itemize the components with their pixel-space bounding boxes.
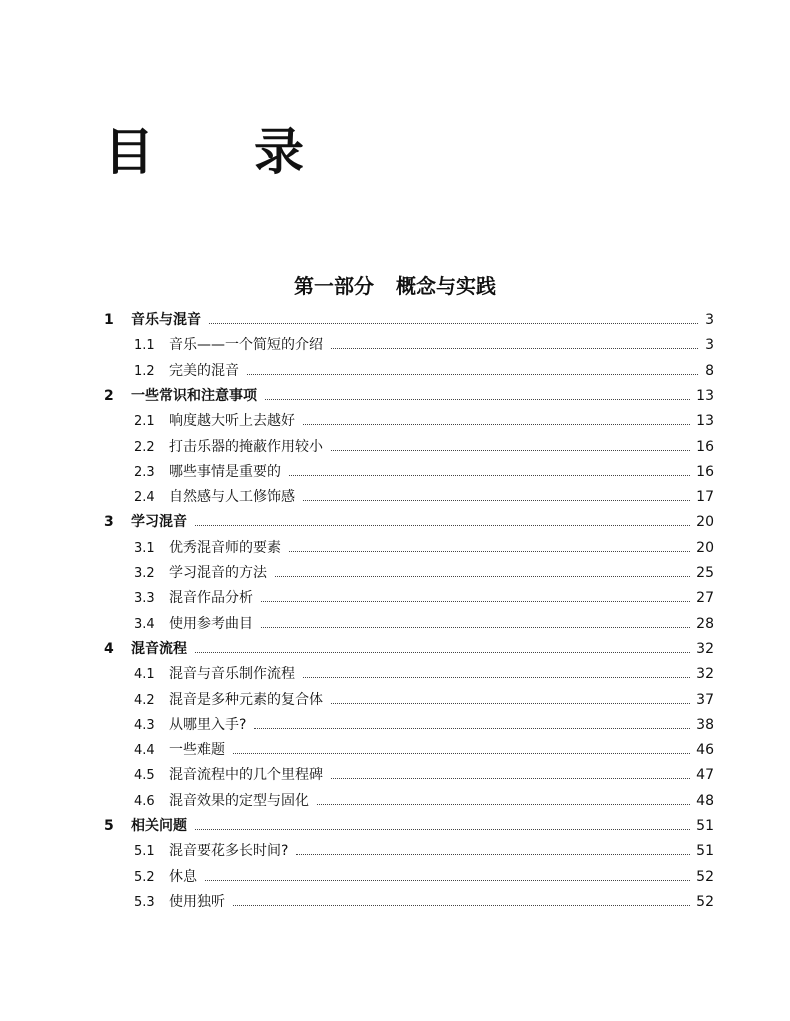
toc-section-row[interactable] <box>0 561 790 586</box>
toc-leader-dots <box>247 374 698 375</box>
toc-entry-title: 混音流程 <box>131 640 187 657</box>
toc-section-row[interactable] <box>0 662 790 687</box>
toc-entry-number: 4.3 <box>134 717 155 733</box>
toc-section-row[interactable] <box>0 333 790 358</box>
toc-chapter-row[interactable] <box>0 510 790 535</box>
toc-page-number: 25 <box>696 565 714 581</box>
toc-entry-number: 4.6 <box>134 793 155 809</box>
toc-page-number: 3 <box>705 337 714 354</box>
toc-entry-title: 混音作品分析 <box>169 590 253 607</box>
page-title-char-1: 目 <box>104 123 154 181</box>
toc-page-number: 52 <box>696 893 714 910</box>
toc-leader-dots <box>233 905 690 906</box>
toc-section-row[interactable] <box>0 713 790 738</box>
toc-entry-number: 2.3 <box>134 464 155 480</box>
toc-section-row[interactable] <box>0 839 790 864</box>
page-title <box>104 122 310 182</box>
toc-leader-dots <box>303 424 690 425</box>
toc-section-row[interactable] <box>0 586 790 611</box>
toc-entry-number: 4.4 <box>134 743 155 759</box>
toc-entry-number: 2 <box>104 387 114 404</box>
toc-entry-title: 一些难题 <box>169 742 225 759</box>
toc-page-number: 20 <box>696 514 714 531</box>
toc-section-row[interactable] <box>0 688 790 713</box>
toc-entry-title: 相关问题 <box>131 818 187 834</box>
toc-entry-number: 1 <box>104 312 114 328</box>
toc-entry-number: 5 <box>104 818 114 834</box>
toc-page-number: 20 <box>696 539 714 556</box>
toc-section-row[interactable] <box>0 435 790 460</box>
toc-page-number: 46 <box>696 742 714 759</box>
toc-entry-title: 学习混音 <box>131 514 187 531</box>
toc-leader-dots <box>261 601 690 602</box>
toc-page-number: 13 <box>696 387 714 404</box>
toc-entry-number: 3.4 <box>134 616 155 632</box>
toc-entry-number: 5.3 <box>134 894 155 910</box>
toc-entry-number: 5.2 <box>134 869 155 885</box>
toc-entry-number: 3.2 <box>134 566 155 581</box>
toc-entry-title: 使用独听 <box>169 893 225 910</box>
toc-page-number: 32 <box>696 640 714 657</box>
toc-section-row[interactable] <box>0 460 790 485</box>
toc-entry-title: 从哪里入手? <box>169 716 247 733</box>
toc-chapter-row[interactable] <box>0 637 790 662</box>
toc-entry-title: 休息 <box>169 868 197 885</box>
toc-section-row[interactable] <box>0 359 790 384</box>
toc-entry-title: 哪些事情是重要的 <box>169 463 281 480</box>
toc-entry-title: 响度越大听上去越好 <box>169 413 295 430</box>
toc-leader-dots <box>331 778 690 779</box>
toc-page-number: 13 <box>696 413 714 430</box>
toc-entry-number: 5.1 <box>134 844 155 860</box>
toc-page-number: 37 <box>696 691 714 708</box>
toc-entry-number: 4.1 <box>134 667 155 683</box>
toc-page-number: 28 <box>696 615 714 632</box>
toc-leader-dots <box>275 576 690 577</box>
toc-page-number: 51 <box>696 843 714 860</box>
page-title-char-2: 录 <box>254 123 304 181</box>
toc-leader-dots <box>195 525 690 526</box>
toc-page-number: 38 <box>696 716 714 733</box>
toc-entry-number: 4.5 <box>134 768 155 784</box>
toc-leader-dots <box>289 551 690 552</box>
toc-entry-title: 自然感与人工修饰感 <box>169 489 295 506</box>
toc-section-row[interactable] <box>0 536 790 561</box>
part-heading <box>0 272 790 300</box>
toc-leader-dots <box>296 854 690 855</box>
toc-entry-title: 完美的混音 <box>169 362 239 379</box>
toc-section-row[interactable] <box>0 865 790 890</box>
toc-entry-number: 1.2 <box>134 363 155 379</box>
toc-section-row[interactable] <box>0 409 790 434</box>
toc-entry-number: 3.1 <box>134 540 155 556</box>
toc-chapter-row[interactable] <box>0 814 790 839</box>
toc-leader-dots <box>254 728 690 729</box>
toc-entry-title: 混音是多种元素的复合体 <box>169 691 323 708</box>
toc-section-row[interactable] <box>0 612 790 637</box>
toc-entry-number: 4 <box>104 640 114 657</box>
toc-page-number: 3 <box>705 312 714 328</box>
toc-leader-dots <box>261 627 690 628</box>
toc-leader-dots <box>233 753 690 754</box>
toc-section-row[interactable] <box>0 890 790 915</box>
toc-leader-dots <box>289 475 690 476</box>
toc-section-row[interactable] <box>0 789 790 814</box>
toc-leader-dots <box>331 450 690 451</box>
toc-page-number: 8 <box>705 362 714 379</box>
toc-leader-dots <box>205 880 690 881</box>
toc-entry-title: 音乐与混音 <box>131 312 201 328</box>
toc-leader-dots <box>317 804 690 805</box>
toc-entry-number: 3.3 <box>134 591 155 607</box>
toc-page-number: 17 <box>696 489 714 506</box>
toc-entry-title: 一些常识和注意事项 <box>131 387 257 404</box>
toc-leader-dots <box>331 348 698 349</box>
toc-chapter-row[interactable] <box>0 384 790 409</box>
toc-page-number: 52 <box>696 868 714 885</box>
toc-leader-dots <box>265 399 690 400</box>
toc-leader-dots <box>303 677 690 678</box>
toc-page-number: 47 <box>696 767 714 784</box>
toc-entry-title: 音乐——一个简短的介绍 <box>169 337 323 354</box>
toc-page-number: 51 <box>696 818 714 834</box>
toc-page-number: 48 <box>696 792 714 809</box>
toc-leader-dots <box>209 323 698 324</box>
toc-page-number: 16 <box>696 463 714 480</box>
toc-entry-title: 混音与音乐制作流程 <box>169 666 295 683</box>
toc-entry-number: 2.4 <box>134 490 155 506</box>
toc-page-number: 27 <box>696 590 714 607</box>
toc-entry-title: 混音要花多长时间? <box>169 843 289 860</box>
toc-entry-title: 优秀混音师的要素 <box>169 539 281 556</box>
toc-section-row[interactable] <box>0 763 790 788</box>
toc-entry-number: 3 <box>104 514 114 531</box>
toc-entry-number: 4.2 <box>134 692 155 708</box>
toc-leader-dots <box>303 500 690 501</box>
toc-page-number: 32 <box>696 666 714 683</box>
toc-page-number: 16 <box>696 438 714 455</box>
toc-entry-number: 1.1 <box>134 338 155 354</box>
toc-leader-dots <box>195 652 690 653</box>
toc-section-row[interactable] <box>0 738 790 763</box>
toc-section-row[interactable] <box>0 485 790 510</box>
toc-entry-title: 混音效果的定型与固化 <box>169 792 309 809</box>
toc-entry-number: 2.1 <box>134 414 155 430</box>
toc-entry-title: 使用参考曲目 <box>169 615 253 632</box>
toc-entry-title: 打击乐器的掩蔽作用较小 <box>169 438 323 455</box>
toc-entry-title: 学习混音的方法 <box>169 565 267 581</box>
toc-entry-title: 混音流程中的几个里程碑 <box>169 767 323 784</box>
toc-leader-dots <box>331 703 690 704</box>
toc-entry-number: 2.2 <box>134 439 155 455</box>
part-name: 第一部分 <box>294 274 374 298</box>
toc-leader-dots <box>195 829 690 830</box>
part-subtitle: 概念与实践 <box>396 274 496 298</box>
toc-chapter-row[interactable] <box>0 308 790 333</box>
